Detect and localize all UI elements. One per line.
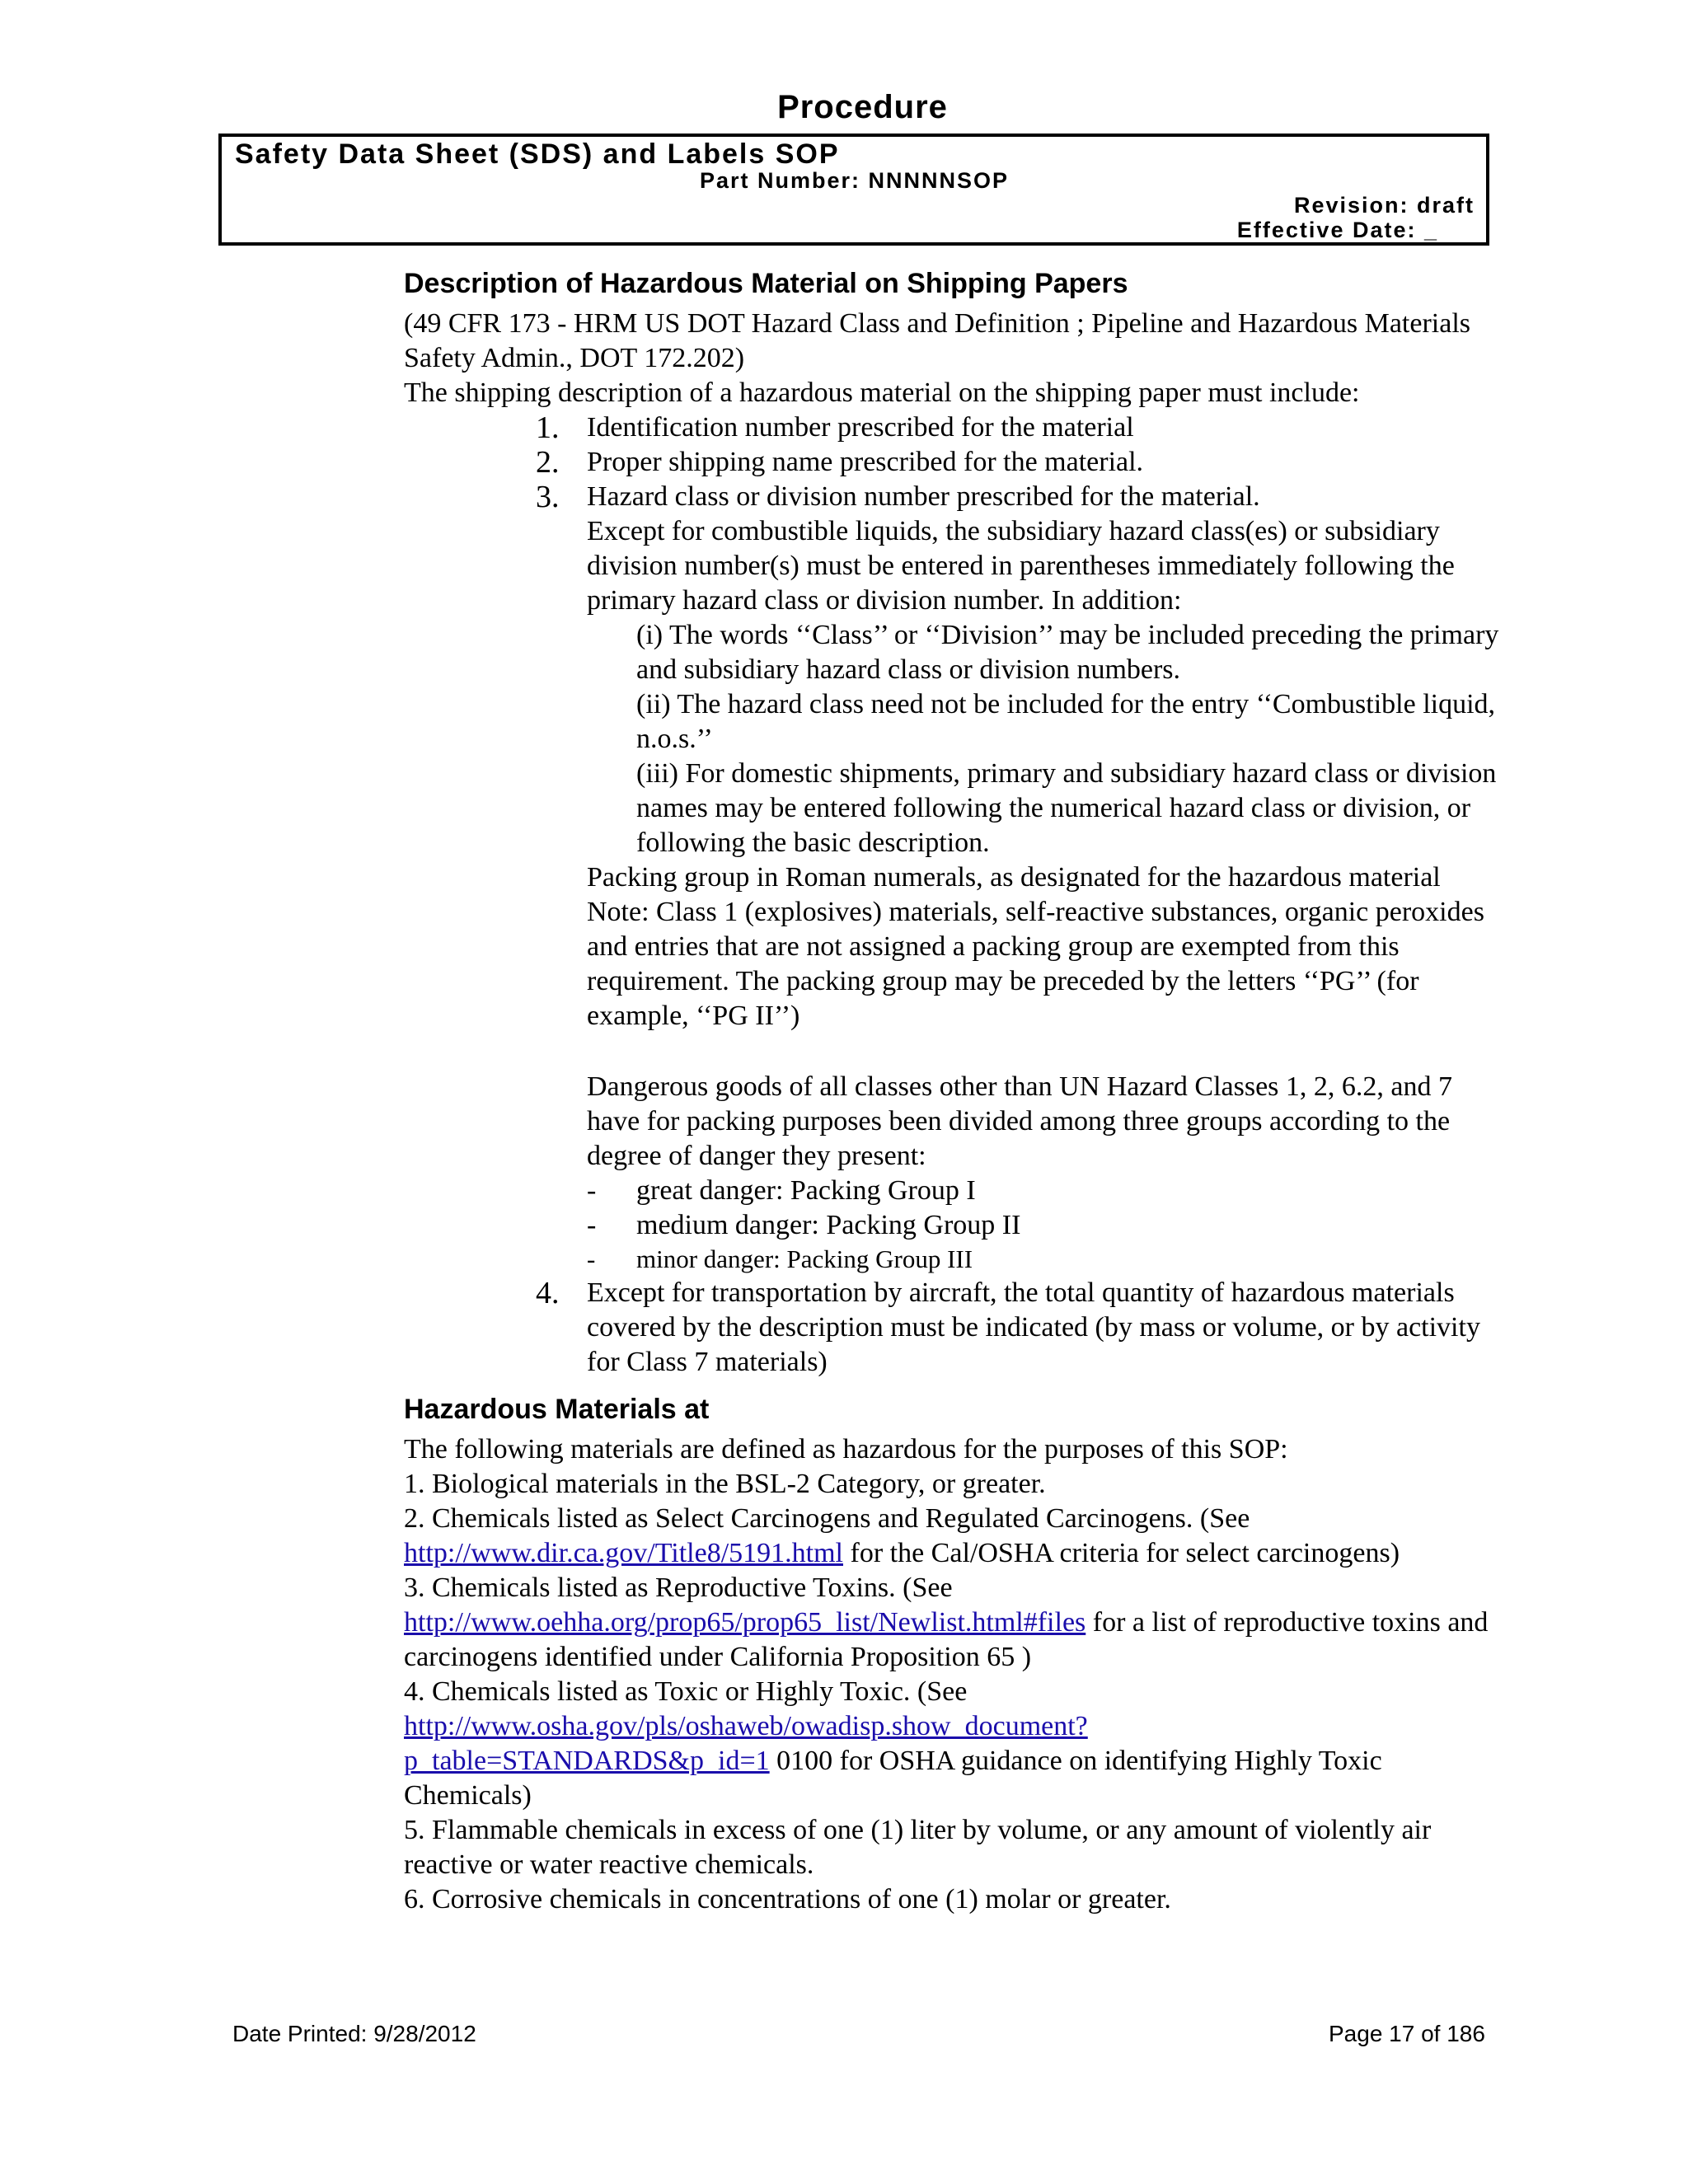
osha-link[interactable]: http://www.osha.gov/pls/oshaweb/owadisp.show_document? [404,1711,1088,1741]
hazard-item-text: 0100 for OSHA guidance on identifying Highly Toxic Chemicals) [404,1746,1382,1811]
prop65-link[interactable]: http://www.oehha.org/prop65/prop65_list/Newlist.html#files [404,1607,1086,1638]
packing-group-item [587,1208,1500,1243]
sub-item-ii: (ii) The hazard class need not be included for the entry ‘‘Combustible liquid, n.o.s.’’ [636,689,1496,754]
list-number: 3. [536,480,560,514]
hazard-item-biological: 1. Biological materials in the BSL-2 Category, or greater. [404,1469,1046,1499]
revision: Revision: draft [1293,193,1475,218]
hazard-item-toxic [404,1675,1500,1813]
dash-bullet: - [587,1175,597,1206]
packing-group-item [587,1174,1500,1208]
list-item-text: Hazard class or division number prescribed for the material. [587,481,1260,512]
hazard-item-carcinogens [404,1502,1500,1571]
hazardous-intro: The following materials are defined as hazardous for the purposes of this SOP: [404,1434,1288,1465]
hazard-item-reproductive [404,1571,1500,1675]
document-body [404,265,1500,1917]
dash-bullet: - [587,1244,596,1273]
hazard-item-text: 3. Chemicals listed as Reproductive Toxins. (See [404,1572,953,1603]
hazard-item-text: 4. Chemicals listed as Toxic or Highly Toxic. (See [404,1676,968,1707]
dangerous-goods-paragraph: Dangerous goods of all classes other than UN Hazard Classes 1, 2, 6.2, and 7 have for packing purposes been divided among three groups according to the degree of danger they present: [587,1071,1452,1171]
sop-title: Safety Data Sheet (SDS) and Labels SOP [235,138,840,170]
list-number: 1. [536,410,560,445]
hazard-item-text: 2. Chemicals listed as Select Carcinogens and Regulated Carcinogens. (See [404,1503,1250,1534]
shipping-intro: The shipping description of a hazardous material on the shipping paper must include: [404,377,1360,408]
page-title: Procedure [777,89,948,125]
packing-group-paragraph: Packing group in Roman numerals, as designated for the hazardous material Note: Class 1 (explosives) materials, self-reactive substances, organic peroxides and entries that are not assigned a packing group are exempted from this requirement. The packing group may be preceded by the letters ‘‘PG’’ (for example, ‘‘PG II’’) [587,862,1484,1031]
packing-group-item [587,1243,1500,1276]
hazard-item-corrosive: 6. Corrosive chemicals in concentrations of one (1) molar or greater. [404,1884,1171,1915]
packing-group-text: medium danger: Packing Group II [636,1210,1021,1240]
list-item [404,445,1500,480]
osha-link-continued[interactable]: p_table=STANDARDS&p_id=1 [404,1746,770,1776]
cal-osha-link[interactable]: http://www.dir.ca.gov/Title8/5191.html [404,1538,843,1568]
section-heading-hazardous-materials: Hazardous Materials at [404,1394,710,1425]
sub-item-i: (i) The words ‘‘Class’’ or ‘‘Division’’ may be included preceding the primary and subsidiary hazard class or division numbers. [636,620,1499,685]
list-item-text: Proper shipping name prescribed for the material. [587,447,1144,477]
list-item [404,480,1500,1276]
hazard-item-text: for a list of reproductive toxins and carcinogens identified under California Proposition 65 ) [404,1607,1489,1672]
part-number: Part Number: NNNNNSOP [700,168,1010,193]
regulation-reference: (49 CFR 173 - HRM US DOT Hazard Class and Definition ; Pipeline and Hazardous Materials Safety Admin., DOT 172.202) [404,308,1471,373]
date-printed: Date Printed: 9/28/2012 [232,2021,476,2046]
hazard-item-text: for the Cal/OSHA criteria for select carcinogens) [843,1538,1400,1568]
document-header-box [218,134,1489,246]
list-item-text: Except for transportation by aircraft, the total quantity of hazardous materials covered by the description must be indicated (by mass or volume, or by activity for Class 7 materials) [587,1277,1480,1377]
packing-group-text: great danger: Packing Group I [636,1175,976,1206]
list-item [404,410,1500,445]
dash-bullet: - [587,1210,597,1240]
list-number: 2. [536,445,560,480]
effective-date: Effective Date: _ [1236,218,1438,242]
page-number: Page 17 of 186 [1329,2021,1485,2046]
sub-item-iii: (iii) For domestic shipments, primary and subsidiary hazard class or division names may be entered following the numerical hazard class or division, or following the basic description. [636,758,1497,858]
section-heading-shipping-papers: Description of Hazardous Material on Shipping Papers [404,268,1128,299]
packing-group-text: minor danger: Packing Group III [636,1244,973,1273]
hazard-item-flammable: 5. Flammable chemicals in excess of one (1) liter by volume, or any amount of violently air reactive or water reactive chemicals. [404,1815,1432,1880]
list-item-text: Identification number prescribed for the material [587,412,1134,443]
list-number: 4. [536,1276,560,1310]
subsidiary-hazard-paragraph: Except for combustible liquids, the subsidiary hazard class(es) or subsidiary division number(s) must be entered in parentheses immediately following the primary hazard class or division number. In addition: [587,516,1455,616]
list-item [404,1276,1500,1380]
